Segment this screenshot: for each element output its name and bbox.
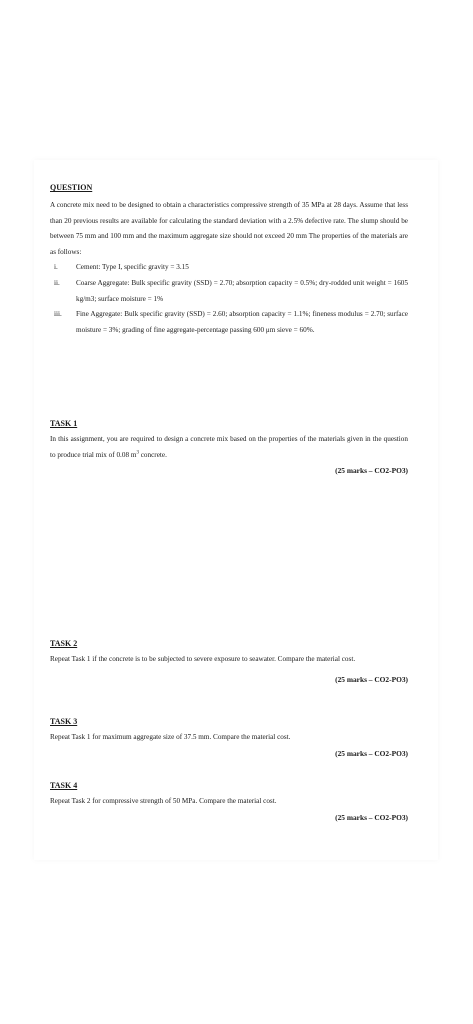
list-text: Fine Aggregate: Bulk specific gravity (SSD) = 2.60; absorption capacity = 1.1%; fineness modulus = 2.70; surface moisture = 3%; grading of fine aggregate-percentage passing 600 μm sieve = 60%. [76,310,408,334]
task-4-marks: (25 marks – CO2-PO3) [335,812,408,822]
task-3-heading: TASK 3 [50,717,78,726]
task-2-marks: (25 marks – CO2-PO3) [335,674,408,684]
task-1-text [50,432,408,463]
question-section [50,182,408,338]
task-2-section [50,638,408,687]
list-number: i. [54,263,58,272]
task-1-marks: (25 marks – CO2-PO3) [335,466,408,476]
list-item [50,260,408,276]
task-1-text-main: In this assignment, you are required to design a concrete mix based on the properties of the materials given in the question to produce trial mix of 0.08 m [50,435,408,459]
list-number: ii. [54,278,60,287]
list-item [50,276,408,307]
task-4-heading: TASK 4 [50,781,78,790]
question-heading: QUESTION [50,183,93,192]
task-2-heading: TASK 2 [50,639,78,648]
list-number: iii. [54,310,62,319]
list-text: Coarse Aggregate: Bulk specific gravity (SSD) = 2.70; absorption capacity = 0.5%; dry-rodded unit weight = 1605 kg/m3; surface moisture = 1% [76,278,408,303]
list-item [50,307,408,338]
list-text: Cement: Type I, specific gravity = 3.15 [76,263,189,272]
task-1-superscript: 3 [136,450,139,456]
task-3-marks: (25 marks – CO2-PO3) [335,748,408,758]
task-1-section [50,418,408,479]
material-properties-list [50,260,408,338]
task-4-text: Repeat Task 2 for compressive strength of 50 MPa. Compare the material cost. [50,797,277,805]
task-2-text: Repeat Task 1 if the concrete is to be subjected to severe exposure to seawater. Compare the material cost. [50,655,356,663]
task-4-section [50,780,408,825]
task-3-text: Repeat Task 1 for maximum aggregate size of 37.5 mm. Compare the material cost. [50,733,291,741]
task-1-heading: TASK 1 [50,419,78,428]
task-3-section [50,716,408,761]
question-intro: A concrete mix need to be designed to obtain a characteristics compressive strength of 35 MPa at 28 days. Assume that less than 20 previous results are available for calculating the standard deviation with a 2.5% defective rate. The slump should be between 75 mm and 100 mm and the maximum aggregate size should not exceed 20 mm The properties of the materials are as follows: [50,201,408,256]
task-1-text-end: concrete. [138,450,167,459]
